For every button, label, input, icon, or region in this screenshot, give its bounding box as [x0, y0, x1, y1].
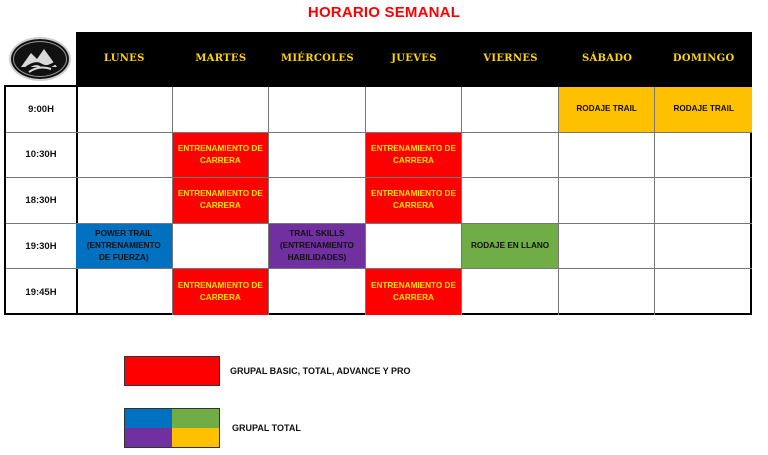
day-header: DOMINGO: [672, 53, 735, 64]
legend-orange-swatch: [172, 428, 219, 447]
schedule-cell: [76, 133, 173, 179]
schedule-cell: [559, 133, 656, 179]
logo-cell: [4, 32, 76, 85]
schedule-session: RODAJE TRAIL: [655, 87, 752, 133]
schedule-session: POWER TRAIL (ENTRENAMIENTO DE FUERZA): [76, 224, 173, 270]
schedule-session: ENTRENAMIENTO DE CARRERA: [366, 178, 463, 224]
schedule-cell: [269, 178, 366, 224]
schedule-session: ENTRENAMIENTO DE CARRERA: [366, 269, 463, 315]
legend-blue-swatch: [125, 409, 172, 428]
schedule-cell: [366, 224, 463, 270]
schedule-cell: [655, 269, 752, 315]
time-slot: 10:30H: [6, 133, 78, 179]
schedule-cell: [655, 133, 752, 179]
schedule-cell: [462, 269, 559, 315]
schedule-cell: [655, 224, 752, 270]
schedule-session: TRAIL SKILLS (ENTRENAMIENTO HABILIDADES): [269, 224, 366, 270]
legend-red-swatch: [124, 356, 220, 386]
legend-multi-label: GRUPAL TOTAL: [232, 423, 301, 433]
schedule-session: ENTRENAMIENTO DE CARRERA: [173, 178, 270, 224]
day-header: VIERNES: [483, 53, 538, 64]
schedule-cell: [269, 87, 366, 133]
day-header: MARTES: [195, 53, 247, 64]
schedule-cell: [559, 178, 656, 224]
schedule-cell: [462, 87, 559, 133]
schedule-cell: [655, 178, 752, 224]
time-slot: 9:00H: [6, 87, 78, 133]
schedule-session: ENTRENAMIENTO DE CARRERA: [173, 133, 270, 179]
schedule-cell: [269, 133, 366, 179]
time-slot: 18:30H: [6, 178, 78, 224]
time-slot: 19:30H: [6, 224, 78, 270]
schedule-cell: [366, 87, 463, 133]
schedule-cell: [76, 269, 173, 315]
schedule-cell: [462, 133, 559, 179]
legend-purple-swatch: [125, 428, 172, 447]
schedule-cell: [76, 87, 173, 133]
logo: [9, 37, 71, 81]
schedule-session: RODAJE TRAIL: [559, 87, 656, 133]
schedule-cell: [559, 269, 656, 315]
schedule-cell: [462, 178, 559, 224]
schedule-cell: [76, 178, 173, 224]
schedule-cell: [559, 224, 656, 270]
schedule-cell: [173, 87, 270, 133]
legend-multi-swatch: [124, 408, 220, 448]
schedule-cell: [269, 269, 366, 315]
day-header: JUEVES: [391, 53, 437, 64]
time-slot: 19:45H: [6, 269, 78, 315]
page-title: HORARIO SEMANAL: [307, 4, 461, 21]
day-header: LUNES: [103, 53, 145, 64]
day-header: SÁBADO: [581, 53, 633, 64]
schedule-session: ENTRENAMIENTO DE CARRERA: [173, 269, 270, 315]
schedule-session: RODAJE EN LLANO: [462, 224, 559, 270]
legend-green-swatch: [172, 409, 219, 428]
legend-red-label: GRUPAL BASIC, TOTAL, ADVANCE Y PRO: [230, 366, 411, 376]
schedule-session: ENTRENAMIENTO DE CARRERA: [366, 133, 463, 179]
day-header: MIÉRCOLES: [280, 53, 354, 64]
schedule-cell: [173, 224, 270, 270]
